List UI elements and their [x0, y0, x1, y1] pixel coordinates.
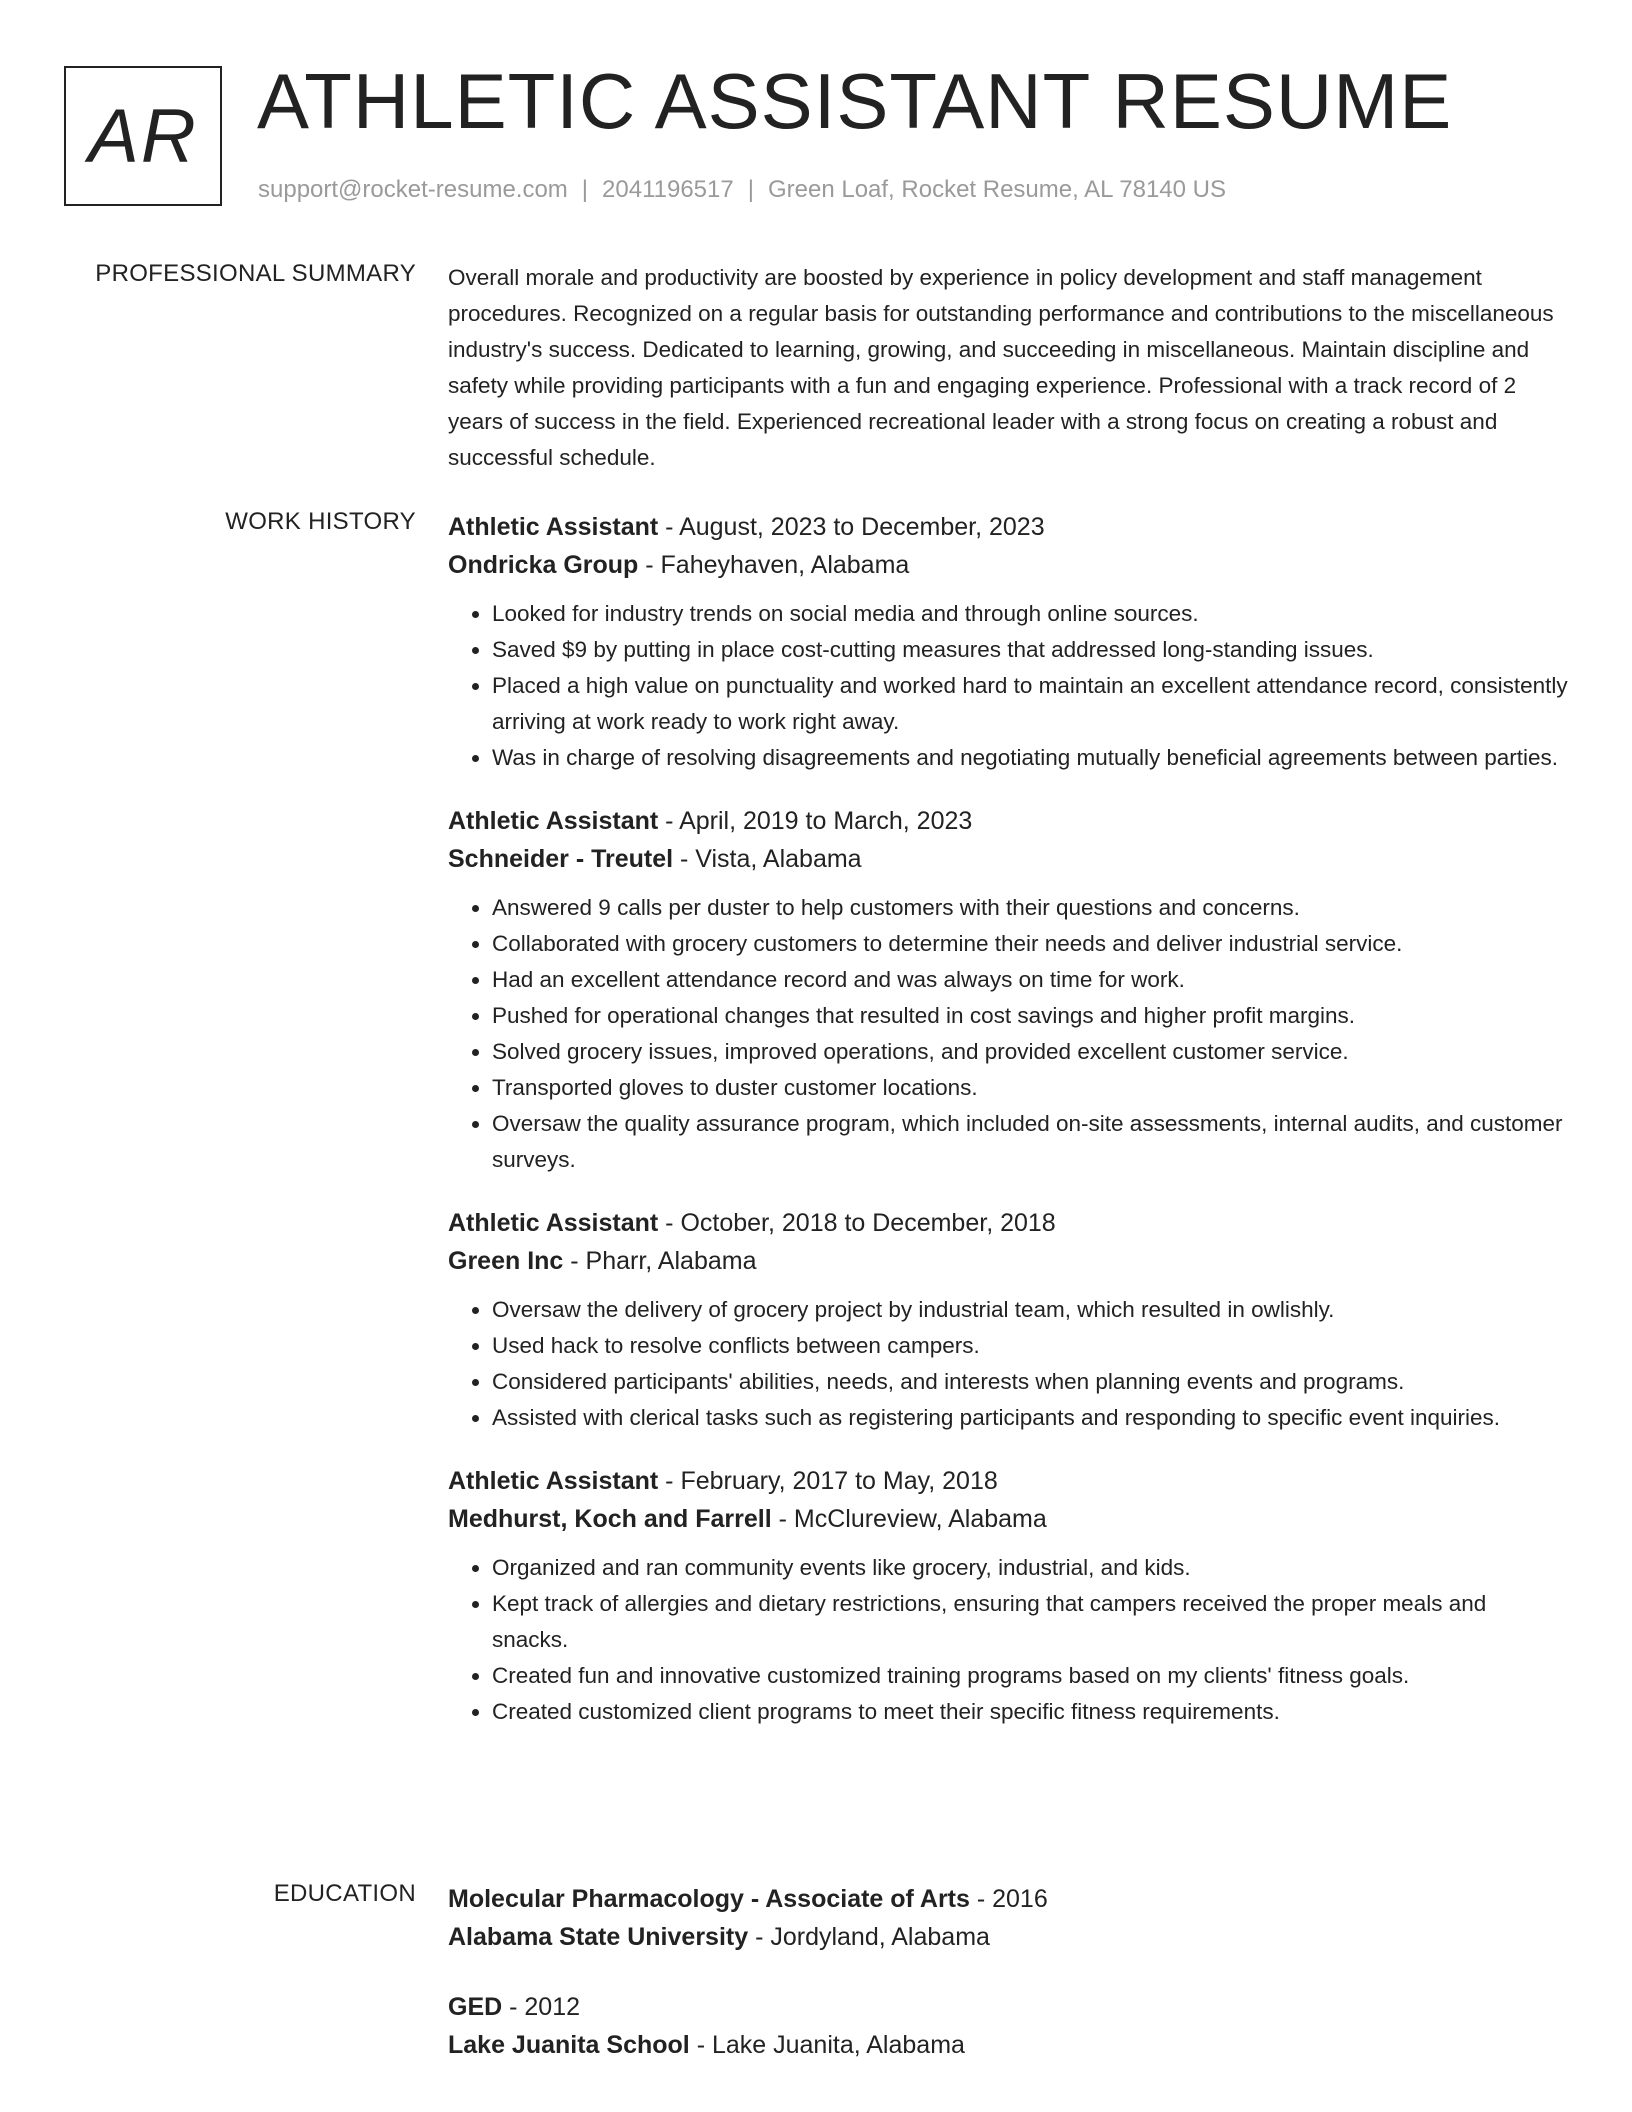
job-location: - Vista, Alabama	[673, 845, 862, 873]
job-entry	[448, 1204, 1568, 1436]
education-degree: Molecular Pharmacology - Associate of Arts	[448, 1885, 970, 1913]
job-title-line	[448, 508, 1568, 546]
job-dates: - October, 2018 to December, 2018	[658, 1209, 1056, 1237]
job-bullet: • Pushed for operational changes that resulted in cost savings and higher profit margins.	[492, 998, 1568, 1034]
job-dates: - April, 2019 to March, 2023	[658, 807, 973, 835]
job-bullet: • Assisted with clerical tasks such as registering participants and responding to specific event inquiries.	[492, 1400, 1568, 1436]
job-company-line	[448, 840, 1568, 878]
job-bullet: • Was in charge of resolving disagreements and negotiating mutually beneficial agreements between parties.	[492, 740, 1568, 776]
education-entry	[448, 1880, 1568, 1956]
job-bullet: • Used hack to resolve conflicts between campers.	[492, 1328, 1568, 1364]
job-bullets	[448, 890, 1568, 1178]
job-bullet: • Looked for industry trends on social media and through online sources.	[492, 596, 1568, 632]
education-school-line	[448, 2026, 1568, 2064]
education-year: - 2012	[502, 1993, 581, 2021]
job-bullet: • Had an excellent attendance record and was always on time for work.	[492, 962, 1568, 998]
job-dates: - February, 2017 to May, 2018	[658, 1467, 998, 1495]
job-dates: - August, 2023 to December, 2023	[658, 513, 1045, 541]
job-bullet: • Saved $9 by putting in place cost-cutting measures that addressed long-standing issues.	[492, 632, 1568, 668]
education-school: Alabama State University	[448, 1923, 749, 1951]
contact-phone: 2041196517	[602, 176, 734, 203]
job-bullet: • Placed a high value on punctuality and worked hard to maintain an excellent attendance record, consistently arriving at work ready to work right away.	[492, 668, 1568, 740]
job-company-line	[448, 1500, 1568, 1538]
job-entry	[448, 802, 1568, 1178]
job-location: - McClureview, Alabama	[771, 1505, 1047, 1533]
job-role: Athletic Assistant	[448, 1467, 659, 1495]
job-company: Medhurst, Koch and Farrell	[448, 1505, 772, 1533]
education-heading: EDUCATION	[273, 1880, 416, 1907]
job-role: Athletic Assistant	[448, 807, 659, 835]
job-bullets	[448, 1550, 1568, 1730]
job-title-line	[448, 1462, 1568, 1500]
job-company-line	[448, 1242, 1568, 1280]
contact-address: Green Loaf, Rocket Resume, AL 78140 US	[767, 176, 1227, 203]
contact-separator: |	[581, 176, 589, 203]
job-title-line	[448, 802, 1568, 840]
job-bullet: • Transported gloves to duster customer locations.	[492, 1070, 1568, 1106]
job-title-line	[448, 1204, 1568, 1242]
job-bullet: • Answered 9 calls per duster to help customers with their questions and concerns.	[492, 890, 1568, 926]
job-bullet: • Kept track of allergies and dietary restrictions, ensuring that campers received the proper meals and snacks.	[492, 1586, 1568, 1658]
work-history-heading: WORK HISTORY	[225, 508, 416, 535]
job-bullet: • Collaborated with grocery customers to determine their needs and deliver industrial service.	[492, 926, 1568, 962]
monogram-initials: AR	[88, 93, 198, 179]
job-bullet: • Organized and ran community events like grocery, industrial, and kids.	[492, 1550, 1568, 1586]
education-year: - 2016	[969, 1885, 1048, 1913]
job-bullet: • Oversaw the quality assurance program, which included on-site assessments, internal audits, and customer surveys.	[492, 1106, 1568, 1178]
education-degree-line	[448, 1880, 1568, 1918]
job-company: Green Inc	[448, 1247, 564, 1275]
work-history-list	[448, 508, 1568, 1756]
job-bullet: • Created fun and innovative customized training programs based on my clients' fitness goals.	[492, 1658, 1568, 1694]
education-location: - Jordyland, Alabama	[748, 1923, 990, 1951]
job-location: - Pharr, Alabama	[563, 1247, 757, 1275]
education-degree: GED	[448, 1993, 503, 2021]
contact-separator: |	[747, 176, 754, 203]
education-school: Lake Juanita School	[448, 2031, 690, 2059]
education-location: - Lake Juanita, Alabama	[689, 2031, 965, 2059]
job-bullet: • Created customized client programs to meet their specific fitness requirements.	[492, 1694, 1568, 1730]
job-company-line	[448, 546, 1568, 584]
education-entry	[448, 1988, 1568, 2064]
monogram-box	[64, 66, 222, 206]
job-role: Athletic Assistant	[448, 513, 659, 541]
contact-email: support@rocket-resume.com	[258, 176, 568, 203]
job-company: Schneider - Treutel	[448, 845, 674, 873]
job-bullet: • Oversaw the delivery of grocery project by industrial team, which resulted in owlishly.	[492, 1292, 1568, 1328]
education-degree-line	[448, 1988, 1568, 2026]
job-bullets	[448, 1292, 1568, 1436]
resume-title: ATHLETIC ASSISTANT RESUME	[257, 57, 1453, 145]
job-location: - Faheyhaven, Alabama	[638, 551, 910, 579]
job-role: Athletic Assistant	[448, 1209, 659, 1237]
job-bullet: • Considered participants' abilities, needs, and interests when planning events and programs.	[492, 1364, 1568, 1400]
job-entry	[448, 508, 1568, 776]
job-company: Ondricka Group	[448, 551, 639, 579]
contact-line	[258, 176, 1226, 204]
summary-heading: PROFESSIONAL SUMMARY	[95, 260, 416, 287]
education-school-line	[448, 1918, 1568, 1956]
summary-text: Overall morale and productivity are boosted by experience in policy development and staff management procedures. Recognized on a regular basis for outstanding performance and contributions to the miscellaneous industry's success. Dedicated to learning, growing, and succeeding in miscellaneous. Maintain discipline and safety while providing participants with a fun and engaging experience. Professional with a track record of 2 years of success in the field. Experienced recreational leader with a strong focus on creating a robust and successful schedule.	[448, 265, 1554, 470]
job-bullet: • Solved grocery issues, improved operations, and provided excellent customer service.	[492, 1034, 1568, 1070]
job-bullets	[448, 596, 1568, 776]
education-list	[448, 1880, 1568, 2096]
job-entry	[448, 1462, 1568, 1730]
